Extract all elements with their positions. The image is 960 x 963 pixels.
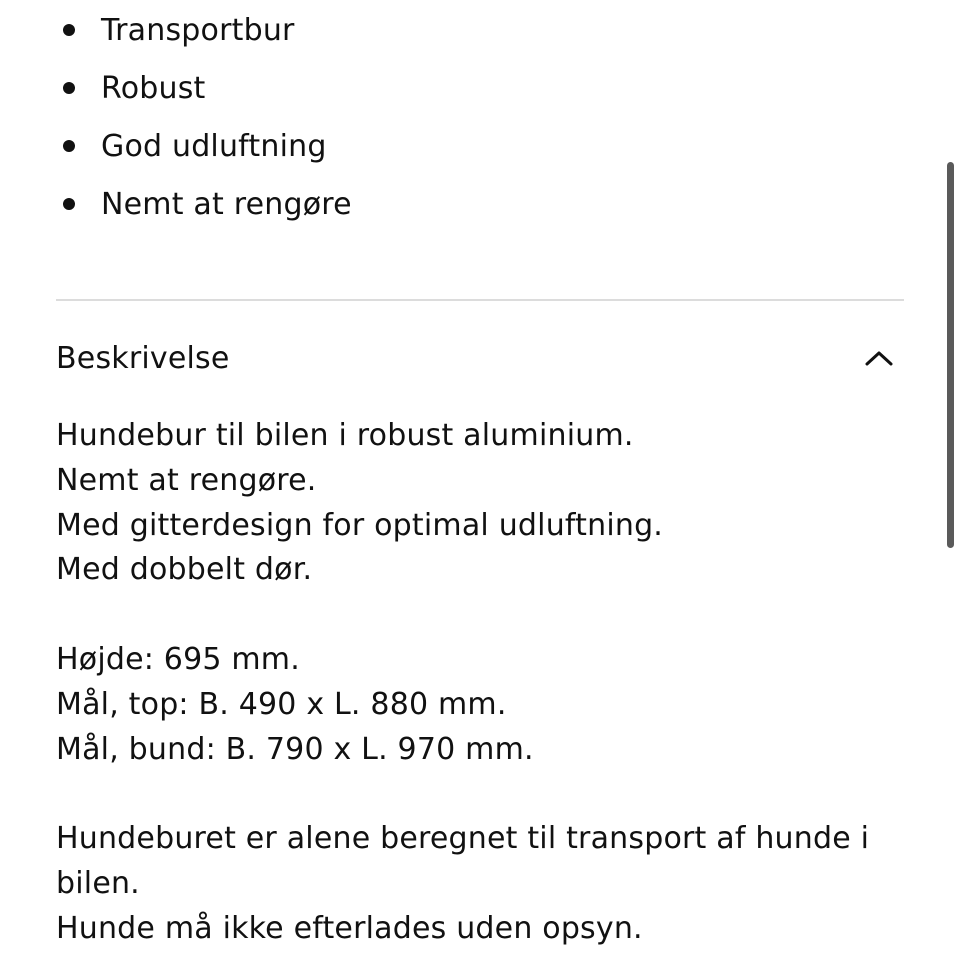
product-description: Hundebur til bilen i robust aluminium. Nemt at rengøre. Med gitterdesign for optimal udluftning. Med dobbelt dør. Højde: 695 mm. Mål, top: B. 490 x L. 880 mm. Mål, bund: B. 790 x L. 970 mm. Hundeburet er alene beregnet til transport af hunde i bilen. Hunde må ikke efterlades uden opsyn. [56,418,870,946]
feature-item [56,175,352,233]
scrollbar-thumb[interactable] [947,162,954,548]
feature-item [56,117,327,175]
feature-label: Transportbur [101,12,295,48]
section-divider [56,299,904,301]
feature-item [56,59,206,117]
description-accordion-toggle[interactable] [56,330,904,386]
feature-label: Robust [101,70,206,106]
feature-item [56,1,295,59]
bullet-icon [63,140,75,152]
chevron-up-icon[interactable] [862,341,896,375]
bullet-icon [63,82,75,94]
accordion-title: Beskrivelse [56,340,230,376]
feature-label: God udluftning [101,128,327,164]
feature-label: Nemt at rengøre [101,186,352,222]
bullet-icon [63,24,75,36]
bullet-icon [63,198,75,210]
